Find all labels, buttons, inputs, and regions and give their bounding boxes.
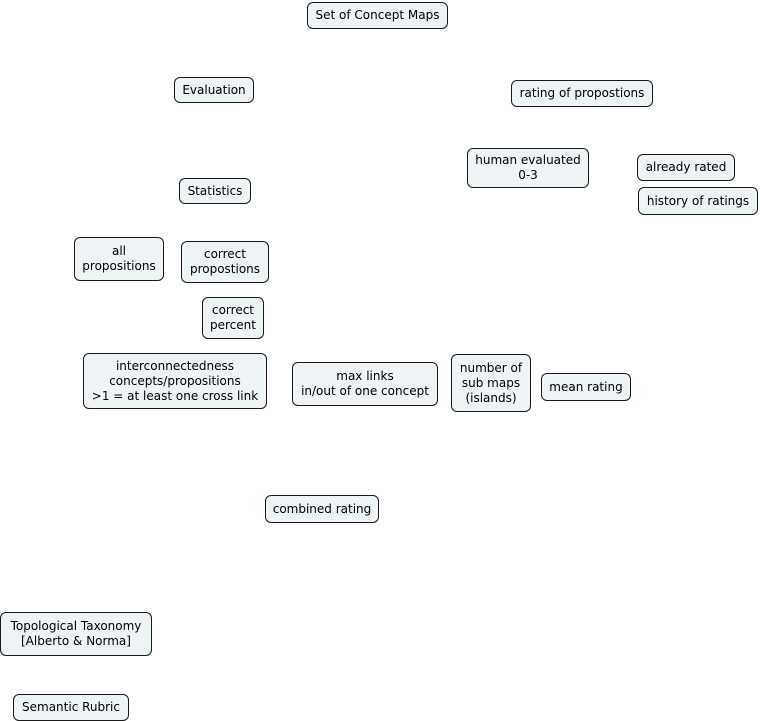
concept-label: correct percent <box>210 303 256 332</box>
concept-label: human evaluated 0-3 <box>475 153 581 182</box>
concept-label: mean rating <box>549 379 623 394</box>
concept-label: interconnectedness concepts/propositions >1 = at least one cross link <box>91 358 259 403</box>
concept-already-rated[interactable] <box>637 154 735 181</box>
concept-label: Statistics <box>187 183 243 198</box>
concept-label: already rated <box>645 160 727 174</box>
concept-label: all propositions <box>82 244 156 273</box>
concept-human-evaluated[interactable] <box>467 148 589 188</box>
concept-statistics[interactable] <box>179 178 251 204</box>
concept-evaluation[interactable] <box>174 77 254 103</box>
concept-all-propositions[interactable] <box>74 237 164 281</box>
concept-label: combined rating <box>272 501 372 516</box>
concept-correct-percent[interactable] <box>202 297 264 339</box>
concept-label: history of ratings <box>646 193 750 208</box>
concept-label: Topological Taxonomy [Alberto & Norma] <box>10 619 142 648</box>
concept-set-of-concept-maps[interactable] <box>307 2 448 29</box>
concept-interconnectedness[interactable] <box>83 353 267 409</box>
concept-history-of-ratings[interactable] <box>638 187 758 215</box>
concept-label: Semantic Rubric <box>22 700 120 714</box>
concept-label: Set of Concept Maps <box>315 8 440 22</box>
concept-max-links[interactable] <box>292 362 438 406</box>
concept-label: Evaluation <box>182 82 246 97</box>
concept-combined-rating[interactable] <box>265 495 379 523</box>
concept-label: number of sub maps (islands) <box>459 360 523 405</box>
concept-label: max links in/out of one concept <box>301 369 429 398</box>
concept-mean-rating[interactable] <box>541 373 631 401</box>
concept-topological-taxonomy[interactable] <box>0 612 152 656</box>
concept-rating-of-propositions[interactable] <box>511 80 653 107</box>
concept-semantic-rubric[interactable] <box>13 694 129 721</box>
concept-number-of-sub-maps[interactable] <box>451 354 531 412</box>
concept-label: rating of propostions <box>519 86 645 100</box>
concept-correct-propositions[interactable] <box>181 241 269 283</box>
concept-label: correct propostions <box>189 247 261 276</box>
